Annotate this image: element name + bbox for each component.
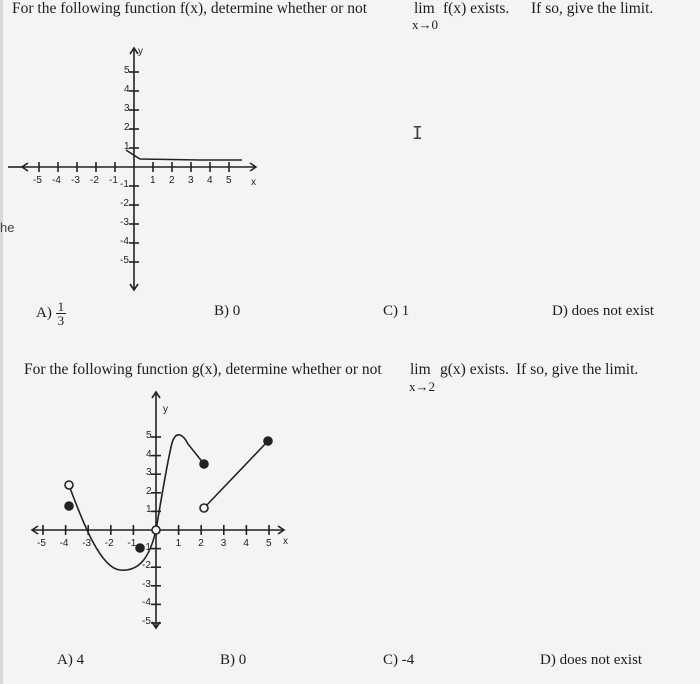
- q1-x-tick-label: -4: [52, 175, 61, 186]
- q1-x-tick-label: 2: [169, 175, 175, 186]
- q1-y-tick-label: 5: [124, 65, 130, 76]
- text-cursor-icon: I: [412, 123, 423, 144]
- q2-expression: g(x) exists.: [440, 361, 509, 378]
- q2-prompt: For the following function g(x), determine whether or not: [24, 361, 382, 378]
- q2-y-tick-label: -5: [142, 616, 151, 627]
- q2-y-tick-label: -1: [142, 541, 151, 553]
- q2-x-tick-label: 1: [175, 538, 182, 549]
- q2-tail: If so, give the limit.: [516, 361, 639, 378]
- q2-x-tick-label: -2: [104, 538, 114, 549]
- q1-x-tick-label: 3: [188, 175, 194, 186]
- q2-choice-a[interactable]: A) 4: [57, 652, 85, 668]
- q2-y-tick-label: 2: [146, 485, 152, 497]
- q1-y-tick-label: -3: [120, 217, 129, 228]
- q2-approach: x→2: [409, 379, 435, 394]
- q1-x-tick-label: 1: [150, 175, 156, 186]
- q1-y-tick-label: 4: [124, 84, 130, 95]
- q2-x-tick-label: 4: [243, 538, 249, 549]
- q1-choice-d[interactable]: D) does not exist: [552, 303, 655, 319]
- q2-x-axis-label: x: [283, 536, 288, 547]
- q2-choice-b[interactable]: B) 0: [220, 652, 247, 668]
- q2-closed-point-left: [65, 502, 73, 510]
- q2-x-tick-label: 3: [220, 538, 227, 549]
- q2-x-tick-label: -1: [127, 538, 137, 549]
- q1-prompt: For the following function f(x), determine whether or not: [12, 0, 368, 17]
- q1-choice-a-label: A): [36, 304, 52, 321]
- q2-hump: [156, 435, 204, 530]
- q1-choice-b[interactable]: B) 0: [214, 303, 241, 319]
- q1-y-tick-label: -4: [120, 236, 129, 247]
- q2-x-tick-label: 2: [198, 538, 204, 549]
- q2-lim: lim: [410, 361, 431, 378]
- q1-y-tick-label: 2: [124, 122, 130, 133]
- q2-x-tick-label: 5: [266, 538, 272, 549]
- q1-x-tick-label: -3: [71, 175, 80, 186]
- q1-choice-a-numerator: 1: [57, 299, 65, 314]
- q1-x-tick-label: -5: [33, 175, 42, 186]
- q1-y-tick-label: -1: [120, 179, 129, 190]
- q2-choice-d[interactable]: D) does not exist: [540, 652, 643, 668]
- q2-open-point-origin: [152, 526, 160, 534]
- q1-x-axis-label: x: [251, 177, 256, 188]
- q2-choice-c[interactable]: C) -4: [383, 652, 415, 668]
- q2-y-tick-label: 4: [146, 448, 152, 460]
- q1-x-tick-label: 4: [207, 175, 213, 186]
- q2-y-axis-label: y: [163, 404, 168, 415]
- q1-tail: If so, give the limit.: [531, 0, 654, 17]
- q2-y-tick-label: -2: [142, 560, 151, 572]
- q1-x-tick-label: -1: [109, 175, 118, 186]
- q1-choice-c[interactable]: C) 1: [383, 303, 410, 319]
- q1-expression: f(x) exists.: [443, 0, 510, 17]
- q2-x-tick-label: -3: [82, 538, 92, 549]
- q1-lim: lim: [414, 0, 435, 17]
- q2-y-tick-label: 5: [146, 430, 152, 441]
- q1-y-axis-label: y: [138, 46, 143, 57]
- q1-choice-a-denominator: 3: [57, 313, 65, 328]
- q2-y-tick-label: 3: [146, 467, 152, 479]
- q1-y-tick-label: 3: [124, 103, 130, 114]
- q2-x-tick-label: -4: [59, 538, 69, 549]
- q2-open-point-left: [65, 481, 73, 489]
- q1-approach: x→0: [412, 17, 438, 32]
- q2-parabola: [70, 485, 156, 570]
- q2-closed-point-hump-end: [200, 460, 208, 468]
- q2-closed-point-line-end: [264, 437, 272, 445]
- margin-text: he: [0, 220, 15, 235]
- q2-open-point-line-start: [200, 504, 208, 512]
- q1-x-tick-label: -2: [90, 175, 99, 186]
- q2-x-tick-label: -5: [37, 538, 46, 549]
- q1-y-tick-label: -5: [120, 255, 129, 266]
- q1-x-tick-label: 5: [226, 175, 232, 186]
- q1-y-tick-label: 1: [124, 141, 130, 152]
- q2-line-segment: [204, 441, 268, 508]
- q1-y-tick-label: -2: [120, 198, 129, 209]
- q2-y-tick-label: -3: [142, 578, 151, 590]
- q2-y-tick-label: 1: [146, 504, 152, 516]
- q2-y-tick-label: -4: [142, 597, 151, 609]
